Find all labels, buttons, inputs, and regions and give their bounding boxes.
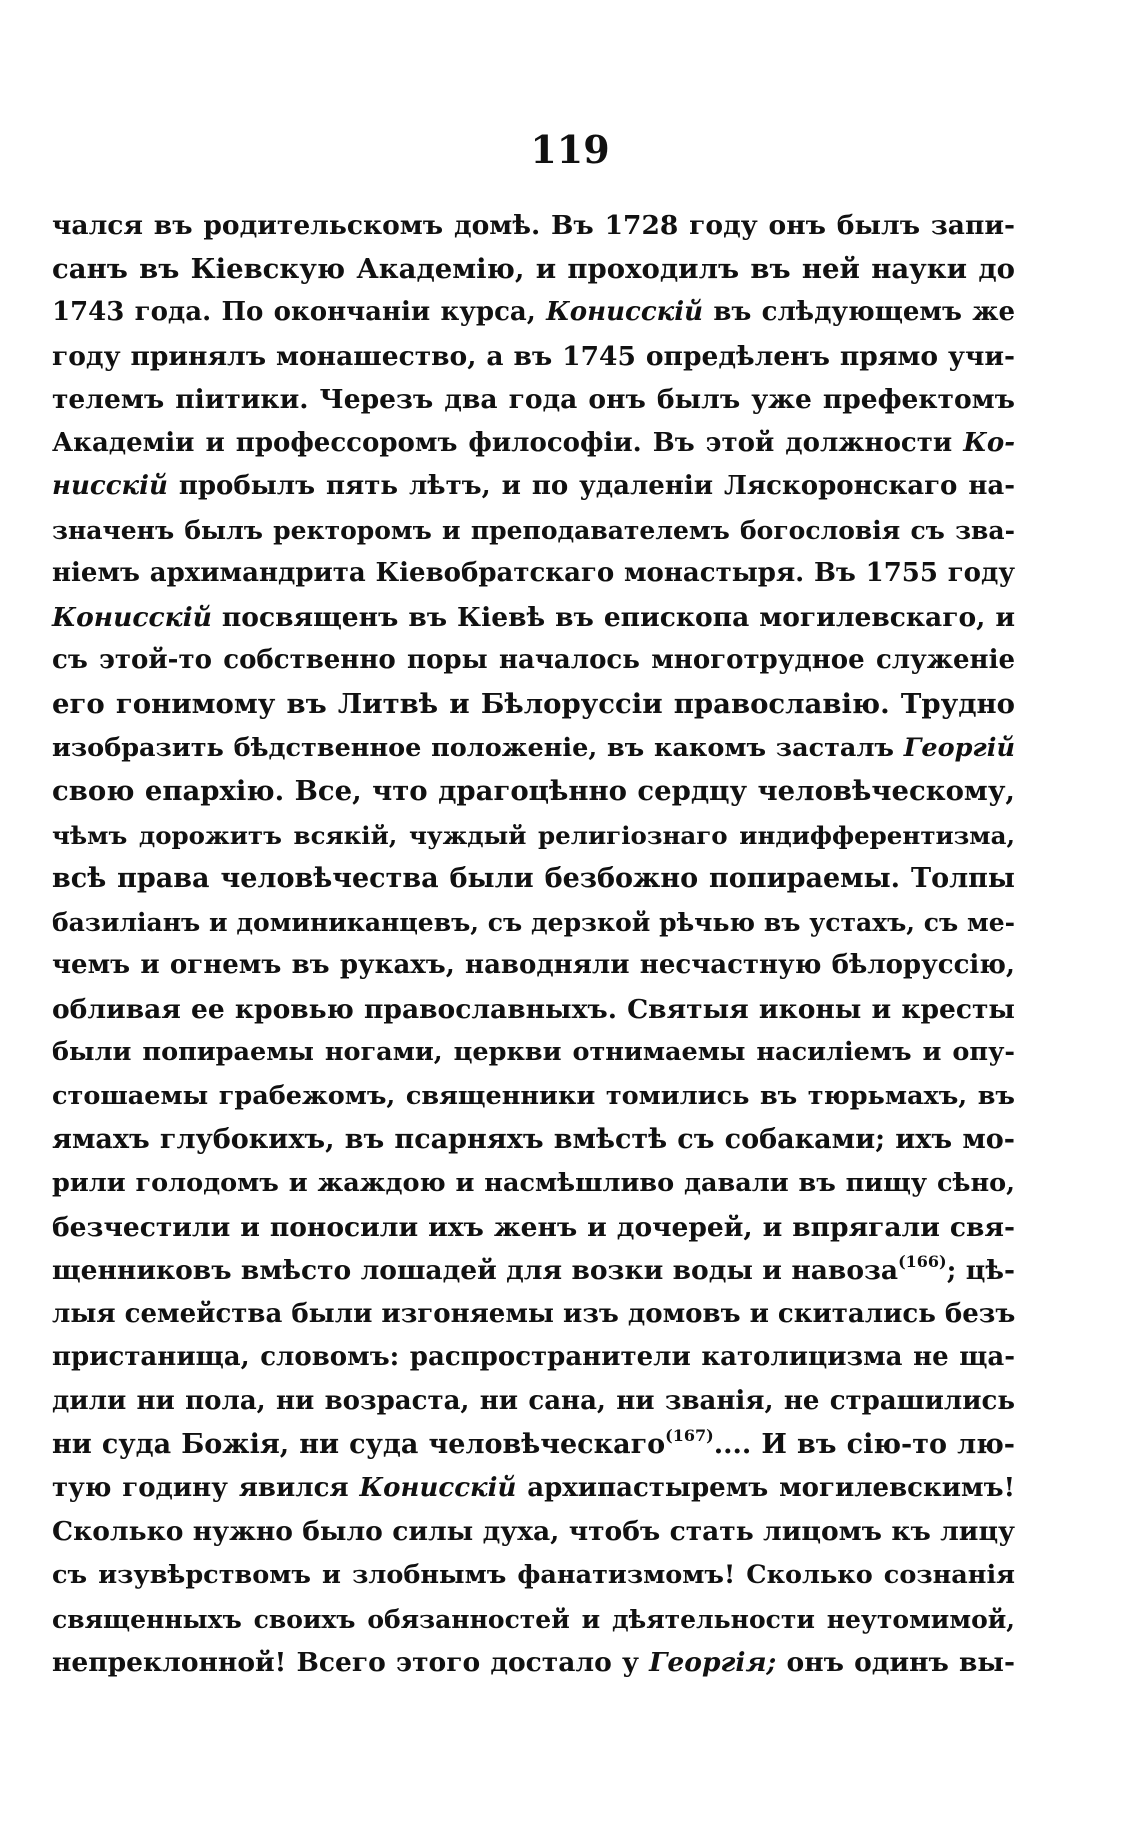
text-line (52, 291, 1015, 335)
text-line (52, 204, 1015, 248)
text-line (52, 1510, 1015, 1554)
text-line (52, 901, 1015, 945)
text-line (52, 1031, 1015, 1075)
text-line (52, 1554, 1015, 1598)
proper-name: Конисскій (359, 1472, 517, 1503)
text-line (52, 1598, 1015, 1642)
text-run: съ изувѣрствомъ и злобнымъ фанатизмомъ! Сколько сознанія (52, 1559, 1015, 1590)
proper-name: Георгія; (649, 1647, 777, 1679)
text-line (52, 1249, 1015, 1293)
text-run: Сколько нужно было силы духа, чтобъ стать лицомъ къ лицу (52, 1516, 1015, 1548)
text-line (52, 465, 1015, 509)
text-run: стошаемы грабежомъ, священники томились въ тюрьмахъ, въ (52, 1080, 1015, 1111)
text-run: всѣ права человѣчества были безбожно попираемы. Толпы (52, 863, 1015, 895)
text-line (52, 988, 1015, 1032)
text-line (52, 639, 1015, 683)
text-line (52, 1206, 1015, 1250)
text-run: году принялъ монашество, а въ 1745 опредѣленъ прямо учи- (52, 340, 1015, 372)
text-line (52, 335, 1015, 379)
text-run: ни суда Божія, ни суда человѣческаго (52, 1429, 666, 1461)
text-line (52, 1293, 1015, 1337)
text-line (52, 683, 1015, 727)
text-run: съ этой-то собственно поры началось многотрудное служеніе (52, 645, 1015, 676)
body-text (52, 204, 1015, 1685)
text-run: свою епархію. Все, что драгоцѣнно сердцу человѣческому, (52, 775, 1015, 808)
text-run: пристанища, словомъ: распространители католицизма не ща- (52, 1342, 1015, 1373)
text-line (52, 509, 1015, 553)
text-run: его гонимому въ Литвѣ и Бѣлоруссіи православію. Трудно (52, 688, 1015, 721)
text-line (52, 1162, 1015, 1206)
text-line (52, 944, 1015, 988)
proper-name: Конисскій (52, 601, 212, 633)
text-run: щенниковъ вмѣсто лошадей для возки воды и навоза (52, 1255, 899, 1287)
text-run: обливая ее кровью православныхъ. Святыя иконы и кресты (52, 993, 1015, 1025)
text-run: Академіи и профессоромъ философіи. Въ этой должности (52, 427, 964, 458)
text-run: непреклонной! Всего этого достало у (52, 1647, 650, 1679)
text-line (52, 770, 1015, 814)
text-run: были попираемы ногами, церкви отнимаемы насиліемъ и опу- (52, 1037, 1015, 1068)
text-run: чался въ родительскомъ домѣ. Въ 1728 году онъ былъ запи- (52, 210, 1015, 241)
text-run: чемъ и огнемъ въ рукахъ, наводняли несчастную бѣлоруссію, (52, 950, 1015, 981)
text-run: онъ одинъ вы- (776, 1647, 1015, 1679)
text-line (52, 1380, 1015, 1424)
text-line (52, 727, 1015, 771)
text-run: санъ въ Кіевскую Академію, и проходилъ въ ней науки до (52, 252, 1015, 285)
page-number: 119 (530, 127, 610, 172)
text-run: священныхъ своихъ обязанностей и дѣятельности неутомимой, (52, 1604, 1015, 1634)
text-run: безчестили и поносили ихъ женъ и дочерей, и впрягали свя- (52, 1211, 1015, 1243)
text-run: пробылъ пять лѣтъ, и по удаленіи Ляскоронскаго на- (167, 471, 1015, 502)
text-run: ; цѣ- (946, 1255, 1015, 1287)
footnote-ref: (166) (898, 1252, 947, 1272)
text-run: въ слѣдующемъ же (703, 297, 1016, 328)
text-run: чѣмъ дорожитъ всякій, чуждый религіознаго индифферентизма, (52, 820, 1015, 850)
text-run: изобразить бѣдственное положеніе, въ какомъ засталъ (52, 732, 904, 763)
text-run: лыя семейства были изгоняемы изъ домовъ и скитались безъ (52, 1298, 1016, 1329)
proper-name: Ко- (963, 427, 1015, 458)
text-run: ямахъ глубокихъ, въ псарняхъ вмѣстѣ съ собаками; ихъ мо- (52, 1124, 1015, 1156)
text-run: .... И въ сію-то лю- (713, 1429, 1016, 1461)
text-run: тую годину явился (52, 1472, 360, 1503)
text-run: архипастыремъ могилевскимъ! (516, 1472, 1016, 1503)
text-line (52, 814, 1015, 858)
text-line (52, 1641, 1015, 1685)
text-run: базиліанъ и доминиканцевъ, съ дерзкой рѣчью въ устахъ, съ ме- (52, 907, 1015, 937)
text-line (52, 1467, 1015, 1511)
text-run: дили ни пола, ни возраста, ни сана, ни званія, не страшились (52, 1385, 1015, 1416)
text-run: ніемъ архимандрита Кіевобратскаго монастыря. Въ 1755 году (52, 558, 1015, 589)
text-line (52, 1118, 1015, 1162)
text-run: посвященъ въ Кіевѣ въ епископа могилевскаго, и (211, 601, 1015, 633)
text-line (52, 596, 1015, 640)
text-line (52, 1336, 1015, 1380)
text-line (52, 552, 1015, 596)
text-run: значенъ былъ ректоромъ и преподавателемъ богословія съ зва- (52, 515, 1015, 545)
text-line (52, 1075, 1015, 1119)
proper-name: Георгій (903, 732, 1015, 763)
text-line (52, 422, 1015, 466)
footnote-ref: (167) (665, 1426, 714, 1446)
text-line (52, 857, 1015, 901)
text-run: рили голодомъ и жаждою и насмѣшливо давали въ пищу сѣно, (52, 1168, 1015, 1199)
text-run: 1743 года. По окончаніи курса, (52, 297, 547, 328)
text-line (52, 248, 1015, 292)
proper-name: нисскій (52, 471, 168, 502)
proper-name: Конисскій (546, 297, 704, 328)
text-line (52, 1423, 1015, 1467)
text-run: телемъ піитики. Черезъ два года онъ былъ уже префектомъ (52, 384, 1015, 416)
text-line (52, 378, 1015, 422)
